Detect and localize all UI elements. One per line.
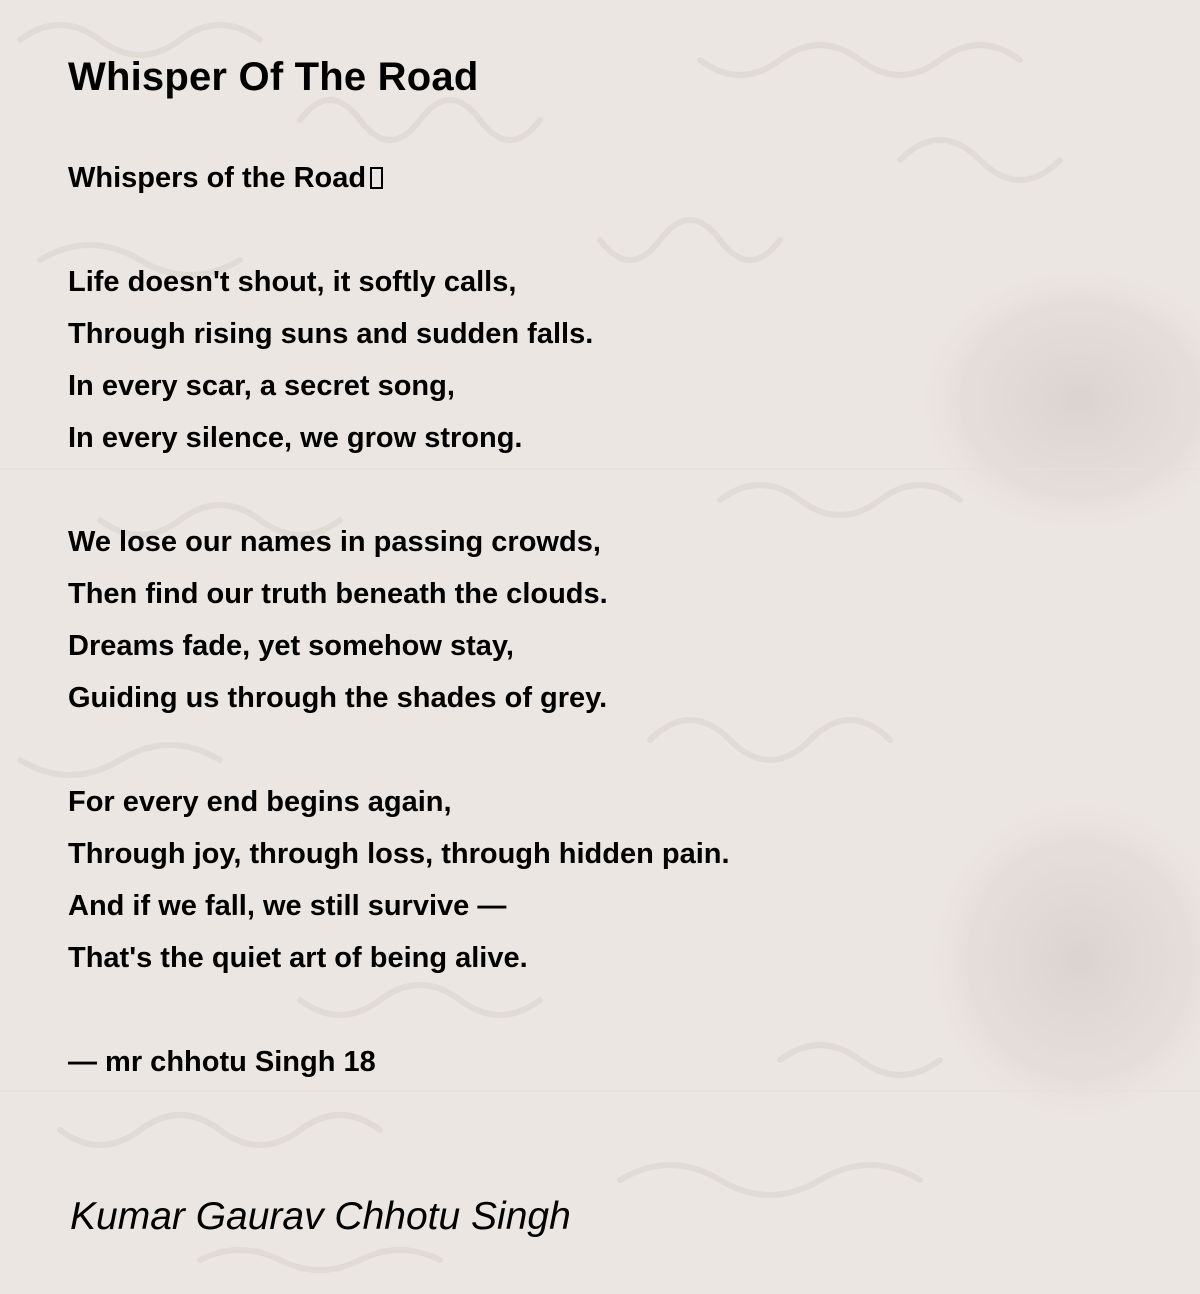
poem-signature: — mr chhotu Singh 18 [68, 1046, 376, 1078]
poem-line: In every silence, we grow strong. [68, 422, 523, 454]
poem-line: Then find our truth beneath the clouds. [68, 578, 608, 610]
poem-title: Whisper Of The Road [68, 55, 479, 99]
poem-container [68, 52, 1148, 1088]
poem-line: Through rising suns and sudden falls. [68, 318, 594, 350]
poem-line: We lose our names in passing crowds, [68, 526, 601, 558]
stanza-1 [68, 256, 1148, 464]
poem-line: In every scar, a secret song, [68, 370, 455, 402]
poem-line: Dreams fade, yet somehow stay, [68, 630, 514, 662]
poem-line: Guiding us through the shades of grey. [68, 682, 608, 714]
poem-line: That's the quiet art of being alive. [68, 942, 528, 974]
poem-line: Through joy, through loss, through hidden pain. [68, 838, 730, 870]
poem-subtitle: Whispers of the Road [68, 162, 367, 194]
poem-line: For every end begins again, [68, 786, 452, 818]
poem-line: Life doesn't shout, it softly calls, [68, 266, 517, 298]
poem-subtitle-row [68, 152, 1148, 204]
stanza-3 [68, 776, 1148, 984]
stanza-2 [68, 516, 1148, 724]
missing-glyph-icon [370, 167, 383, 189]
poem-line: And if we fall, we still survive — [68, 890, 507, 922]
author-name: Kumar Gaurav Chhotu Singh [70, 1195, 571, 1238]
